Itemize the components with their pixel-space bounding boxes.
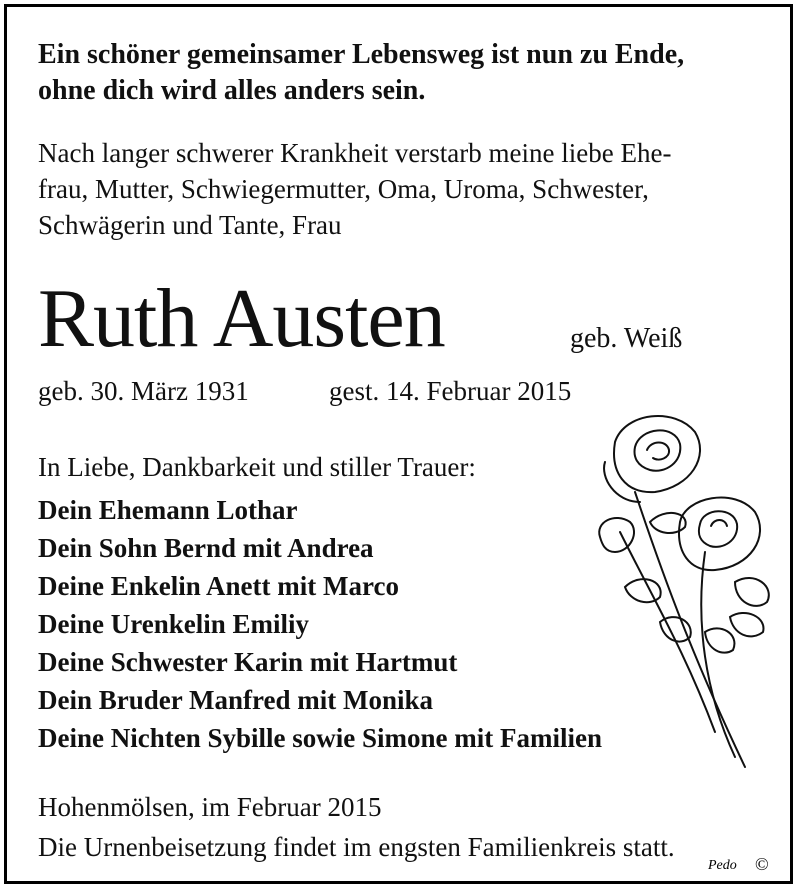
mourner-line: Deine Urenkelin Emiliy xyxy=(38,609,310,639)
notice-line-3: Schwägerin und Tante, Frau xyxy=(38,210,342,240)
intro-line-2: ohne dich wird alles anders sein. xyxy=(38,75,426,106)
notice-line-2: frau, Mutter, Schwiegermutter, Oma, Uroma, Schwester, xyxy=(38,174,649,204)
mourner-line: Dein Bruder Manfred mit Monika xyxy=(38,685,433,715)
mourner-line: Dein Sohn Bernd mit Andrea xyxy=(38,533,374,563)
artist-signature: Pedo xyxy=(708,858,737,873)
copyright-mark: © xyxy=(755,854,769,874)
mourner-line: Deine Nichten Sybille sowie Simone mit Familien xyxy=(38,723,602,753)
burial-note: Die Urnenbeisetzung findet im engsten Familienkreis statt. xyxy=(38,832,675,862)
deceased-name: Ruth Austen xyxy=(38,272,445,365)
mourner-line: Deine Enkelin Anett mit Marco xyxy=(38,571,399,601)
maiden-name: geb. Weiß xyxy=(570,323,683,354)
mourner-line: Dein Ehemann Lothar xyxy=(38,495,298,525)
death-date: gest. 14. Februar 2015 xyxy=(329,376,572,406)
intro-line-1: Ein schöner gemeinsamer Lebensweg ist nun zu Ende, xyxy=(38,39,685,70)
birth-date: geb. 30. März 1931 xyxy=(38,376,249,406)
notice-line-1: Nach langer schwerer Krankheit verstarb meine liebe Ehe- xyxy=(38,138,672,168)
place-date: Hohenmölsen, im Februar 2015 xyxy=(38,792,382,822)
mourning-intro: In Liebe, Dankbarkeit und stiller Trauer: xyxy=(38,452,476,482)
obituary-notice xyxy=(4,4,793,884)
mourner-line: Deine Schwester Karin mit Hartmut xyxy=(38,647,458,677)
roses-illustration xyxy=(595,402,775,772)
